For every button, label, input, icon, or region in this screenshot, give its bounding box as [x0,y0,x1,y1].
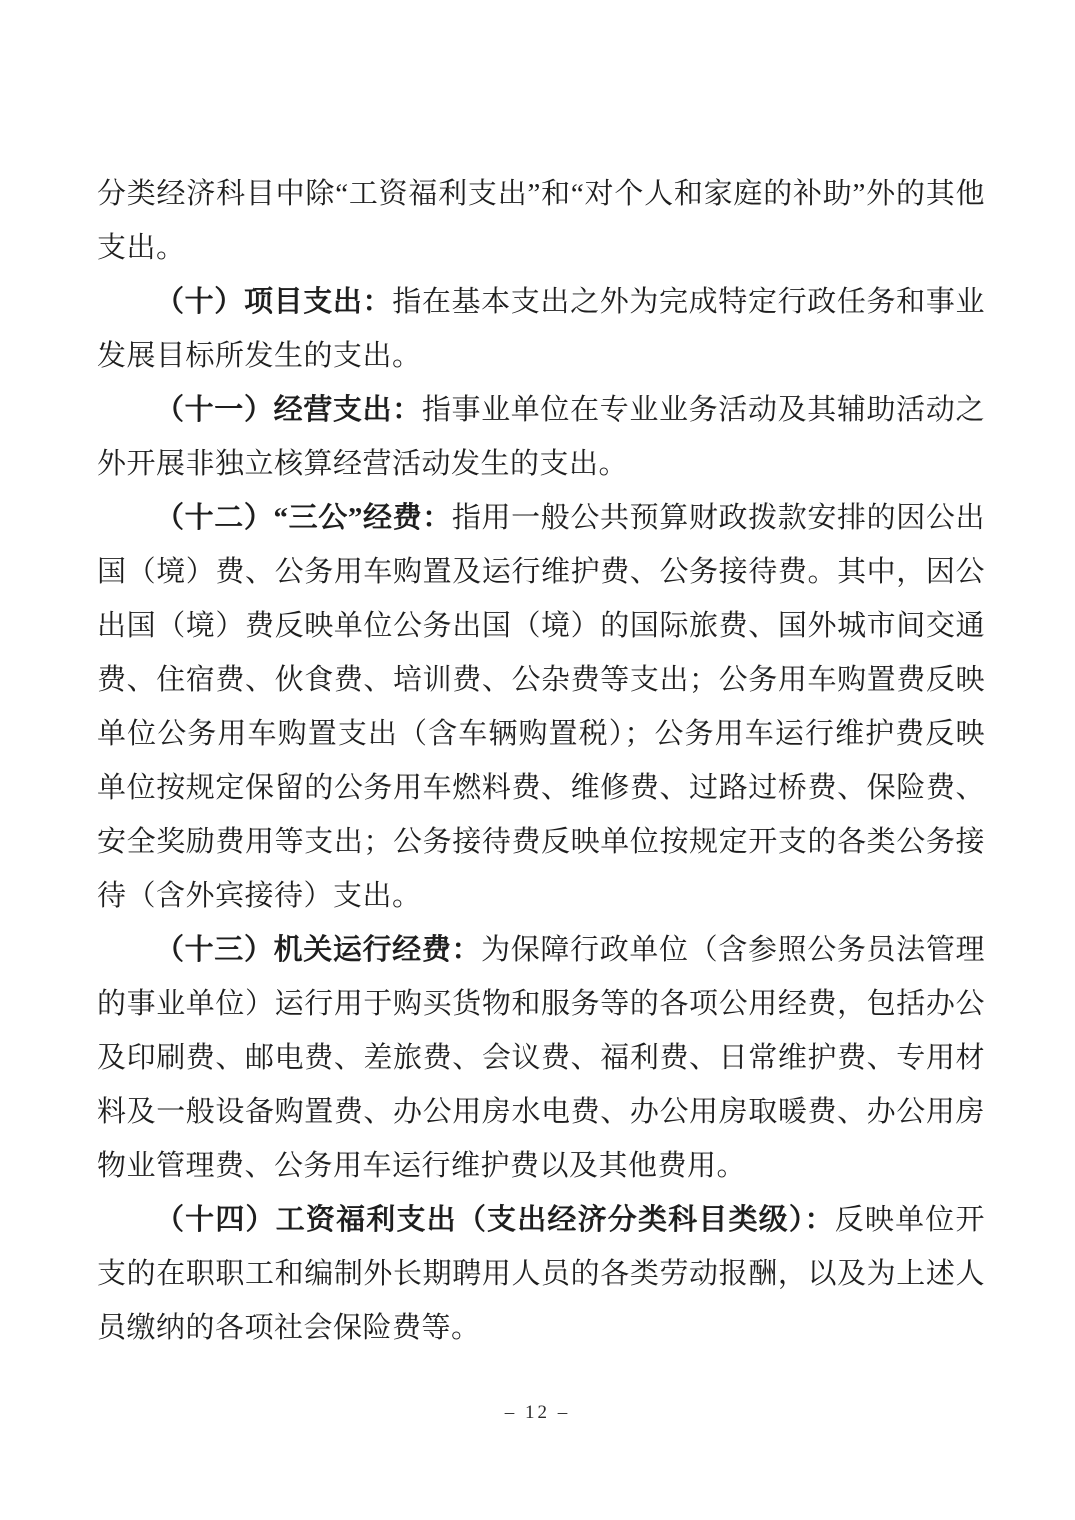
paragraph-continuation [97,167,985,275]
paragraph-heading: （十）项目支出： [155,286,393,318]
page-number: – 12 – [504,1402,571,1423]
paragraph-text: 分类经济科目中除“工资福利支出”和“对个人和家庭的补助”外的其他支出。 [97,178,985,264]
paragraph-heading: （十二）“三公”经费： [155,502,452,534]
paragraph-heading: （十四）工资福利支出（支出经济分类科目类级）： [155,1204,835,1236]
paragraph-text: 反映单位开支的在职职工和编制外长期聘用人员的各类劳动报酬，以及为上述人员缴纳的各项社会保险费等。 [97,1204,985,1344]
paragraph-text: 为保障行政单位（含参照公务员法管理的事业单位）运行用于购买货物和服务等的各项公用经费，包括办公及印刷费、邮电费、差旅费、会议费、福利费、日常维护费、专用材料及一般设备购置费、办公用房水电费、办公用房取暖费、办公用房物业管理费、公务用车运行维护费以及其他费用。 [97,934,985,1182]
document-body [97,167,985,1355]
paragraph-heading: （十三）机关运行经费： [155,934,482,966]
paragraph-text: 指在基本支出之外为完成特定行政任务和事业发展目标所发生的支出。 [97,286,985,372]
paragraph-item-14 [97,1193,985,1355]
paragraph-item-11 [97,383,985,491]
paragraph-item-10 [97,275,985,383]
paragraph-heading: （十一）经营支出： [155,394,422,426]
paragraph-item-12 [97,491,985,923]
paragraph-item-13 [97,923,985,1193]
paragraph-text: 指用一般公共预算财政拨款安排的因公出国（境）费、公务用车购置及运行维护费、公务接待费。其中，因公出国（境）费反映单位公务出国（境）的国际旅费、国外城市间交通费、住宿费、伙食费、培训费、公杂费等支出；公务用车购置费反映单位公务用车购置支出（含车辆购置税）；公务用车运行维护费反映单位按规定保留的公务用车燃料费、维修费、过路过桥费、保险费、安全奖励费用等支出；公务接待费反映单位按规定开支的各类公务接待（含外宾接待）支出。 [97,502,985,912]
paragraph-text: 指事业单位在专业业务活动及其辅助活动之外开展非独立核算经营活动发生的支出。 [97,394,985,480]
